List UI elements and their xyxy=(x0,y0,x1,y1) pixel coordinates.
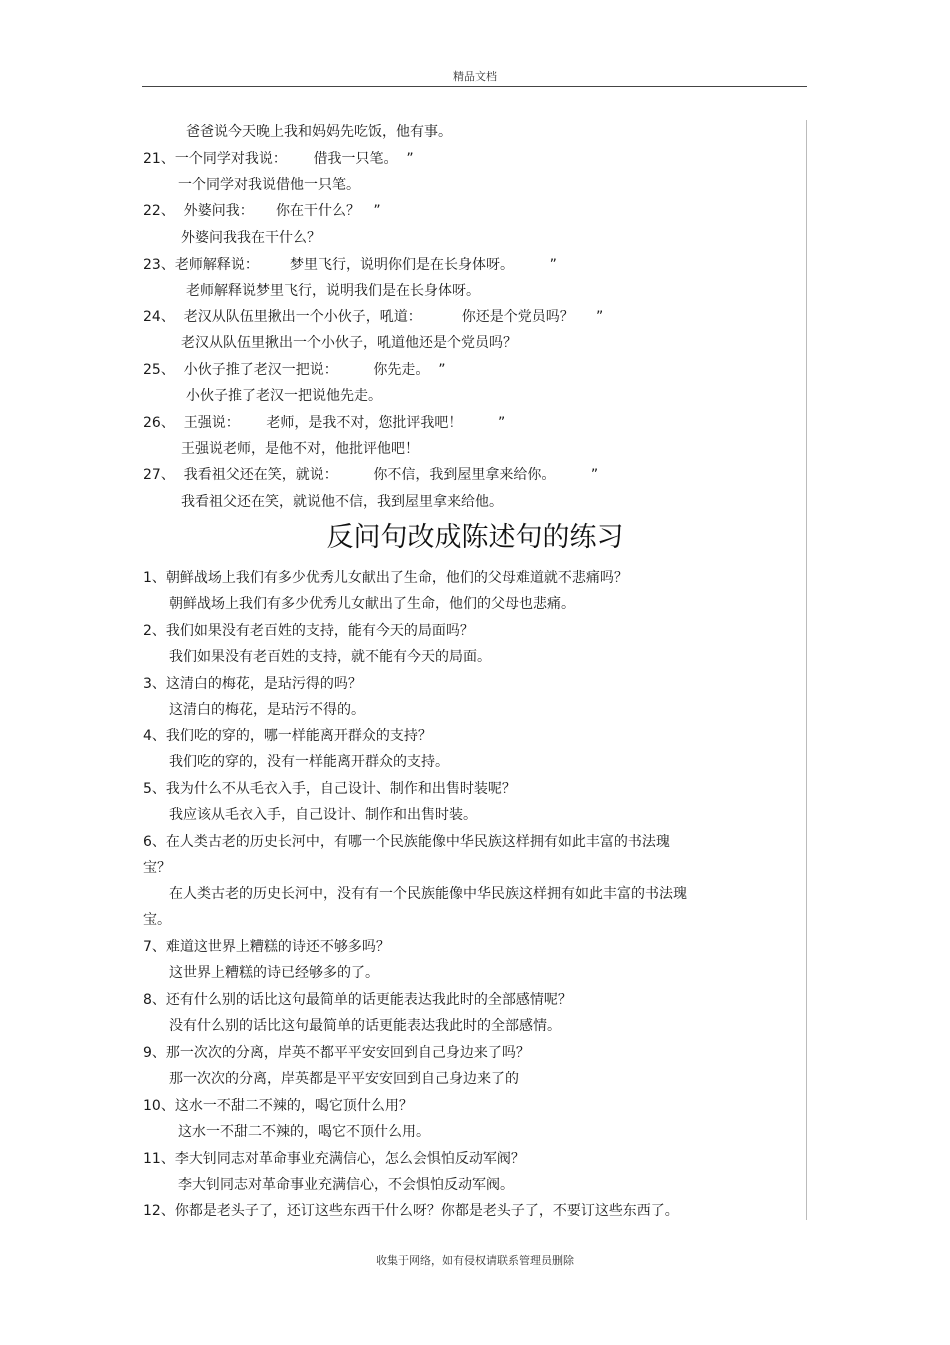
answer-line: 我们如果没有老百姓的支持，就不能有今天的局面。 xyxy=(169,649,491,665)
answer-line-continued: 宝。 xyxy=(143,912,171,928)
question-line: 27、 我看祖父还在笑，就说： 你不信，我到屋里拿来给你。 ” xyxy=(143,467,599,483)
answer-line: 外婆问我我在干什么？ xyxy=(181,230,321,246)
answer-line: 这清白的梅花，是玷污不得的。 xyxy=(169,702,365,718)
question-line: 22、 外婆问我： 你在干什么？ ” xyxy=(143,203,381,219)
section-title: 反问句改成陈述句的练习 xyxy=(326,522,624,553)
answer-line: 李大钊同志对革命事业充满信心，不会惧怕反动军阀。 xyxy=(178,1177,514,1193)
question-line: 7、难道这世界上糟糕的诗还不够多吗？ xyxy=(143,939,390,955)
question-line: 1、朝鲜战场上我们有多少优秀儿女献出了生命，他们的父母难道就不悲痛吗？ xyxy=(143,570,628,586)
question-line: 23、老师解释说： 梦里飞行，说明你们是在长身体呀。 ” xyxy=(143,257,557,273)
question-line: 2、我们如果没有老百姓的支持，能有今天的局面吗？ xyxy=(143,623,474,639)
answer-line: 没有什么别的话比这句最简单的话更能表达我此时的全部感情。 xyxy=(169,1018,561,1034)
question-line: 21、一个同学对我说： 借我一只笔。 ” xyxy=(143,151,414,167)
answer-line: 小伙子推了老汉一把说他先走。 xyxy=(186,388,382,404)
question-line: 3、这清白的梅花，是玷污得的吗？ xyxy=(143,676,362,692)
answer-line: 我看祖父还在笑，就说他不信，我到屋里拿来给他。 xyxy=(181,494,503,510)
right-margin-line xyxy=(806,120,807,1220)
text-line: 爸爸说今天晚上我和妈妈先吃饭，他有事。 xyxy=(186,124,452,140)
answer-line: 我们吃的穿的，没有一样能离开群众的支持。 xyxy=(169,754,449,770)
page-footer: 收集于网络，如有侵权请联系管理员删除 xyxy=(376,1254,574,1267)
question-line: 26、 王强说： 老师，是我不对，您批评我吧！ ” xyxy=(143,415,506,431)
question-line: 6、在人类古老的历史长河中，有哪一个民族能像中华民族这样拥有如此丰富的书法瑰 xyxy=(143,834,670,850)
question-line: 9、那一次次的分离，岸英不都平平安安回到自己身边来了吗？ xyxy=(143,1045,530,1061)
answer-line: 我应该从毛衣入手，自己设计、制作和出售时装。 xyxy=(169,807,477,823)
question-line: 8、还有什么别的话比这句最简单的话更能表达我此时的全部感情呢？ xyxy=(143,992,572,1008)
answer-line: 朝鲜战场上我们有多少优秀儿女献出了生命，他们的父母也悲痛。 xyxy=(169,596,575,612)
answer-line: 在人类古老的历史长河中，没有有一个民族能像中华民族这样拥有如此丰富的书法瑰 xyxy=(169,886,687,902)
answer-line: 那一次次的分离，岸英都是平平安安回到自己身边来了的 xyxy=(169,1071,519,1087)
answer-line: 王强说老师，是他不对，他批评他吧！ xyxy=(181,441,419,457)
question-line: 10、这水一不甜二不辣的，喝它顶什么用？ xyxy=(143,1098,413,1114)
question-line: 5、我为什么不从毛衣入手，自己设计、制作和出售时装呢？ xyxy=(143,781,516,797)
question-line: 11、李大钊同志对革命事业充满信心，怎么会惧怕反动军阀？ xyxy=(143,1151,525,1167)
answer-line: 老师解释说梦里飞行，说明我们是在长身体呀。 xyxy=(186,283,480,299)
question-line: 24、 老汉从队伍里揪出一个小伙子，吼道： 你还是个党员吗？ ” xyxy=(143,309,604,325)
question-line: 4、我们吃的穿的，哪一样能离开群众的支持？ xyxy=(143,728,432,744)
answer-line: 这世界上糟糕的诗已经够多的了。 xyxy=(169,965,379,981)
question-line-continued: 宝？ xyxy=(143,860,171,876)
question-line: 25、 小伙子推了老汉一把说： 你先走。 ” xyxy=(143,362,446,378)
page-header: 精品文档 xyxy=(453,70,497,83)
answer-line: 一个同学对我说借他一只笔。 xyxy=(178,177,360,193)
answer-line: 老汉从队伍里揪出一个小伙子，吼道他还是个党员吗？ xyxy=(181,335,517,351)
header-divider xyxy=(142,86,807,87)
question-line: 12、你都是老头子了，还订这些东西干什么呀？你都是老头子了，不要订这些东西了。 xyxy=(143,1203,679,1219)
answer-line: 这水一不甜二不辣的，喝它不顶什么用。 xyxy=(178,1124,430,1140)
